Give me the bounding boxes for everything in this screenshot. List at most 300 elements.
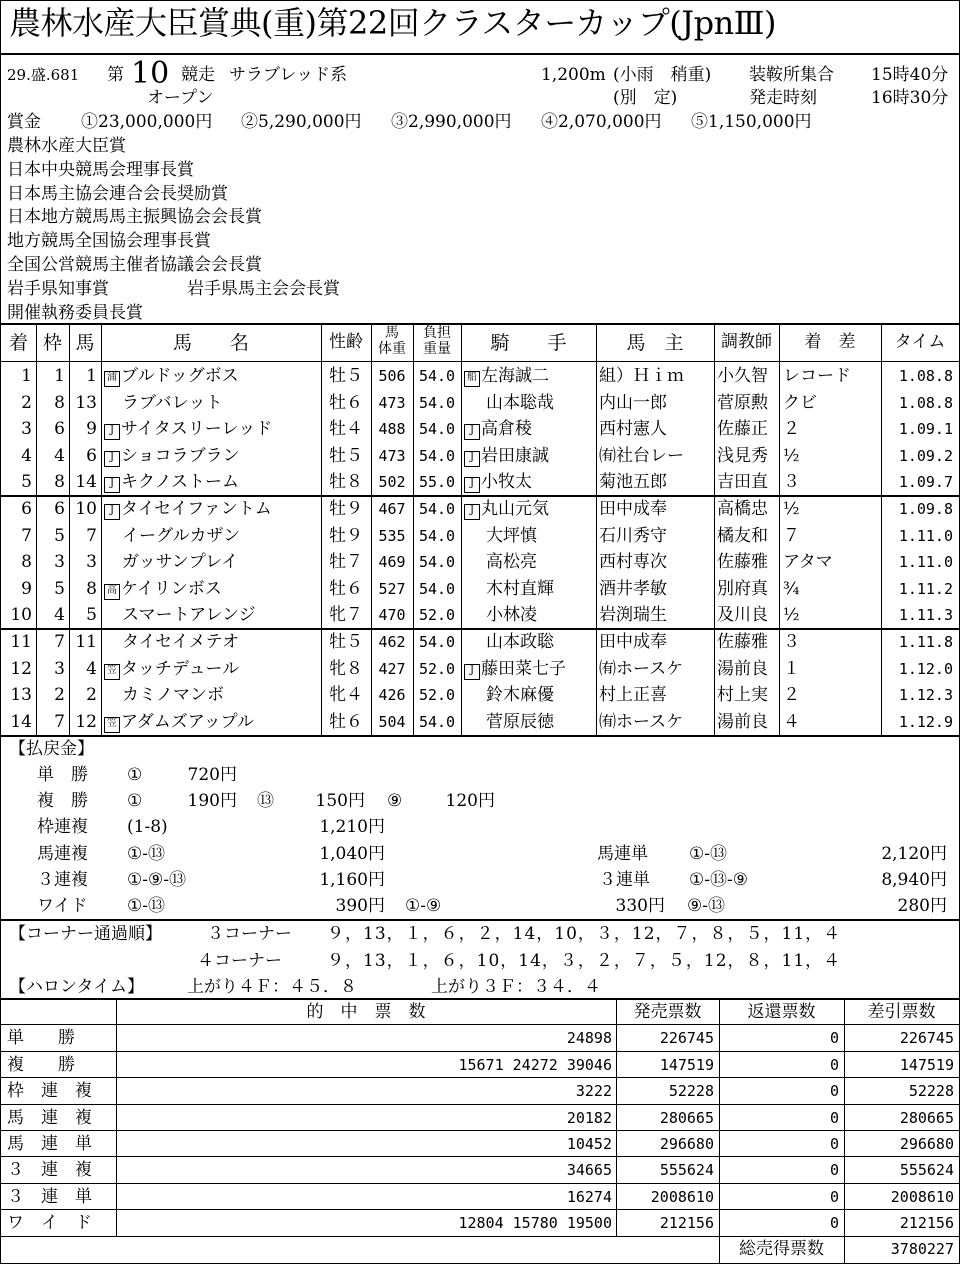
fukusho-payout-3: 120円 [445,791,495,811]
umatan-combo: ①-⑬ [689,844,727,864]
cell-margin: レコード [783,366,851,386]
votes-row-sales: 212156 [659,1214,714,1232]
cell-margin: ７ [783,526,800,546]
votes-row-net: 555624 [899,1161,954,1179]
cell-load: 54.0 [418,527,456,545]
jockey-mark-badge: J [464,504,480,520]
group-divider [1,628,959,630]
cell-waku: 8 [54,393,65,413]
divider [1,998,959,1000]
votes-row-refund: 0 [829,1082,839,1100]
cell-weight: 426 [378,686,406,704]
votes-row-label: ３ 連 単 [7,1187,92,1207]
wide-label: ワイド [37,896,88,916]
cell-owner: 岩渕瑞生 [599,605,667,625]
award: 農林水産大臣賞 [7,136,126,156]
cell-margin: ½ [783,446,800,466]
gather-time: 15時40分 [871,65,949,85]
votes-row-sales: 226745 [659,1029,714,1047]
cell-sexage: 牡７ [329,552,363,572]
cell-jockey [464,448,549,467]
cell-horse-name [104,607,256,624]
page-title: 農林水産大臣賞典(重)第22回クラスターカップ(JpnⅢ) [9,4,777,42]
fukusho-combo-3: ⑨ [387,791,403,811]
row-divider [1,1183,959,1184]
cell-owner: 西村専次 [599,552,667,572]
corner-header: 【コーナー通過順】 [9,924,162,944]
cell-uma: 4 [86,659,97,679]
cell-jockey [464,581,554,598]
cell-load: 54.0 [418,420,456,438]
jockey-name: 木村直輝 [486,579,554,599]
votes-row-label: ３ 連 複 [7,1160,92,1180]
votes-row-sales: 555624 [659,1161,714,1179]
cell-margin: ２ [783,419,800,439]
header-jockey: 騎 手 [490,332,567,354]
cell-jockey [464,474,532,493]
horse-name: スマートアレンジ [122,605,256,625]
votes-row-refund: 0 [829,1188,839,1206]
cell-weight: 470 [378,606,406,624]
row-divider [1,1077,959,1078]
wide-combo-2: ①-⑨ [405,896,442,916]
cell-load: 52.0 [418,606,456,624]
race-weather: (小雨 稍重) [613,65,712,85]
cell-horse-name [104,714,254,733]
cell-margin: アタマ [783,552,833,572]
cell-jockey [464,501,549,520]
jockey-mark-badge: J [464,424,480,440]
votes-row-refund: 0 [829,1029,839,1047]
votes-total-label: 総売得票数 [739,1239,824,1259]
fukusho-combo-1: ① [127,791,143,811]
cell-jockey [464,368,549,387]
votes-row-net: 147519 [899,1056,954,1074]
cell-weight: 504 [378,713,406,731]
cell-uma: 10 [75,499,97,519]
cell-time: 1.12.3 [898,686,953,704]
header-name: 馬 名 [172,332,249,354]
votes-row-sales: 280665 [659,1109,714,1127]
votes-row-label: 馬 連 単 [7,1134,92,1154]
start-time: 16時30分 [871,88,949,108]
horse-mark-badge: J [104,451,120,467]
votes-row-label: 単 勝 [7,1028,75,1048]
race-class: オープン [147,88,214,108]
cell-waku: 4 [54,605,65,625]
cell-owner: 村上正喜 [599,685,667,705]
horse-mark-badge: 笠 [104,664,120,680]
header-owner: 馬 主 [626,332,684,354]
cell-waku: 4 [54,446,65,466]
fukusho-payout-2: 150円 [315,791,365,811]
horse-name: タッチデュール [121,659,240,679]
cell-time: 1.08.8 [898,394,953,412]
header-waku: 枠 [42,332,62,354]
cell-horse-name [104,661,239,680]
award: 日本中央競馬会理事長賞 [7,160,194,180]
cell-waku: 8 [54,472,65,492]
votes-row-label: 枠 連 複 [7,1081,92,1101]
cell-waku: 6 [54,419,65,439]
votes-row-label: 複 勝 [7,1055,75,1075]
votes-row-refund: 0 [829,1161,839,1179]
cell-sexage: 牡９ [329,526,363,546]
cell-uma: 14 [75,472,97,492]
cell-load: 54.0 [418,580,456,598]
header-divider [1,361,959,362]
payout-header: 【払戻金】 [9,739,94,759]
cell-load: 52.0 [418,660,456,678]
cell-jockey [464,634,554,651]
jockey-mark-badge: J [464,664,480,680]
wakuren-payout: 1,210円 [319,817,385,837]
cell-horse-name [104,368,239,387]
cell-weight: 535 [378,527,406,545]
cell-owner: 菊池五郎 [599,472,667,492]
jockey-mark-badge: 船 [464,371,480,387]
cell-waku: 6 [54,499,65,519]
sanrenpuku-payout: 1,160円 [319,870,385,890]
cell-load: 54.0 [418,447,456,465]
fukusho-combo-2: ⑬ [257,791,274,811]
cell-owner: 田中成奉 [599,632,667,652]
cell-time: 1.11.0 [898,527,953,545]
cell-load: 52.0 [418,686,456,704]
header-trainer: 調教師 [721,332,772,352]
cell-rank: 10 [10,605,32,625]
jockey-name: 山本政聡 [486,632,554,652]
corner3-label: ３コーナー [207,924,292,944]
prize-label: 賞金 [7,112,41,132]
cell-jockey [464,687,554,704]
cell-owner: 石川秀守 [599,526,667,546]
cell-time: 1.12.0 [898,660,953,678]
cell-uma: 12 [75,712,97,732]
header-rank: 着 [8,332,28,354]
umatan-label: 馬連単 [597,844,648,864]
cell-trainer: 吉田直 [717,472,768,492]
cell-horse-name [104,554,238,571]
votes-header-refund: 返還票数 [747,1002,816,1022]
cell-load: 54.0 [418,367,456,385]
cell-rank: 12 [10,659,32,679]
horse-mark-badge: 浦 [104,371,120,387]
cell-owner: 西村憲人 [599,419,667,439]
cell-uma: 3 [86,552,97,572]
votes-row-label: 馬 連 複 [7,1108,92,1128]
cell-weight: 462 [378,633,406,651]
header-load: 負担 [423,325,451,341]
umaren-payout: 1,040円 [319,844,385,864]
header-weight: 馬 [385,325,399,341]
header-uma: 馬 [75,332,95,354]
award: 日本地方競馬馬主振興協会会長賞 [7,207,262,227]
cell-jockey [464,714,554,731]
votes-row-hits: 3222 [575,1082,612,1100]
votes-row-hits: 10452 [566,1135,612,1153]
umatan-payout: 2,120円 [881,844,947,864]
cell-weight: 506 [378,367,406,385]
cell-trainer: 橘友和 [717,526,768,546]
cell-sexage: 牡５ [329,446,363,466]
votes-row-net: 226745 [899,1029,954,1047]
cell-trainer: 菅原勲 [717,393,768,413]
horse-name: タイセイメテオ [122,632,240,652]
halon-agari3: 上がり３Ｆ：３４．４ [431,977,601,997]
wide-payout-1: 390円 [335,896,385,916]
cell-uma: 5 [86,605,97,625]
header-sexage: 性齢 [329,332,363,352]
prize-5: ⑤1,150,000円 [691,112,812,132]
cell-load: 54.0 [418,633,456,651]
header-weight: 体重 [378,341,406,357]
horse-mark-badge: 高 [104,584,120,600]
column-divider [101,323,102,735]
cell-horse-name [104,501,272,520]
horse-name: ショコラブラン [121,446,240,466]
votes-row-net: 2008610 [890,1188,954,1206]
votes-row-net: 212156 [899,1214,954,1232]
group-divider [1,495,959,497]
cell-rank: 8 [21,552,32,572]
votes-row-hits: 20182 [566,1109,612,1127]
votes-total: 3780227 [890,1240,954,1258]
horse-name: ケイリンボス [121,579,222,599]
jockey-name: 小牧太 [481,472,532,492]
jockey-name: 大坪慎 [486,526,537,546]
cell-weight: 502 [378,473,406,491]
jockey-name: 小林凌 [486,605,537,625]
horse-name: キクノストーム [121,472,239,492]
cell-owner: 田中成奉 [599,499,667,519]
horse-mark-badge: J [104,504,120,520]
cell-rank: 13 [10,685,32,705]
jockey-mark-badge: J [464,477,480,493]
cell-horse-name [104,474,239,493]
cell-trainer: 佐藤雅 [717,552,768,572]
corner4-order: ９，13，１，６，10，14，３，２，７，５，12，８，11，４ [327,951,842,971]
cell-uma: 1 [86,366,97,386]
wakuren-label: 枠連複 [37,817,88,837]
horse-name: ブルドッグボス [121,366,239,386]
prize-2: ②5,290,000円 [241,112,362,132]
cell-owner: ㈲ホースケ [599,659,684,679]
award: 全国公営競馬主催者協議会会長賞 [7,255,262,275]
divider [1,919,959,921]
cell-jockey [464,607,537,624]
cell-sexage: 牡４ [329,419,363,439]
cell-time: 1.09.2 [898,447,953,465]
cell-horse-name [104,395,222,412]
halon-agari4: 上がり４Ｆ：４５．８ [187,977,357,997]
votes-row-refund: 0 [829,1056,839,1074]
votes-header-hits: 的 中 票 数 [306,1002,426,1022]
cell-load: 54.0 [418,500,456,518]
race-number: 10 [131,56,170,91]
cell-uma: 8 [86,579,97,599]
halon-header: 【ハロンタイム】 [9,977,144,997]
divider [1,735,959,737]
award: 日本馬主協会連合会長奨励賞 [7,184,228,204]
gather-label: 装鞍所集合 [749,65,834,85]
cell-owner: 酒井孝敏 [599,579,667,599]
votes-row-hits: 12804 15780 19500 [458,1214,612,1232]
cell-margin: ３ [783,632,800,652]
cell-trainer: 村上実 [717,685,768,705]
divider [1,53,959,55]
cell-uma: 13 [75,393,97,413]
row-divider [1,1051,959,1052]
cell-rank: 14 [10,712,32,732]
cell-sexage: 牡９ [329,499,363,519]
sanrentan-label: ３連単 [599,870,650,890]
cell-time: 1.08.8 [898,367,953,385]
votes-row-hits: 24898 [566,1029,612,1047]
prize-3: ③2,990,000円 [391,112,512,132]
cell-horse-name [104,448,240,467]
votes-row-hits: 15671 24272 39046 [458,1056,612,1074]
row-divider [1,1104,959,1105]
cell-time: 1.11.8 [898,633,953,651]
cell-sexage: 牝７ [329,605,363,625]
award: 地方競馬全国協会理事長賞 [7,231,211,251]
umaren-combo: ①-⑬ [127,844,165,864]
sanrenpuku-combo: ①-⑨-⑬ [127,870,186,890]
votes-row-sales: 147519 [659,1056,714,1074]
award: 岩手県知事賞 [7,279,109,299]
cell-trainer: 湯前良 [717,659,768,679]
votes-row-refund: 0 [829,1214,839,1232]
votes-row-sales: 2008610 [650,1188,714,1206]
horse-name: アダムズアップル [121,712,254,732]
cell-trainer: 佐藤雅 [717,632,768,652]
corner3-order: ９，13，１，６，２，14，10，３，12，７，８，５，11，４ [327,924,842,944]
cell-rank: 5 [21,472,32,492]
jockey-name: 岩田康誠 [481,446,549,466]
cell-time: 1.12.9 [898,713,953,731]
votes-row-refund: 0 [829,1135,839,1153]
umaren-label: 馬連複 [37,844,88,864]
corner4-label: ４コーナー [197,951,282,971]
jockey-name: 藤田菜七子 [481,659,566,679]
cell-weight: 488 [378,420,406,438]
jockey-name: 山本聡哉 [486,393,554,413]
column-divider [714,323,715,735]
cell-owner: ㈲社台レー [599,446,684,466]
sanrenpuku-label: ３連複 [37,870,88,890]
cell-margin: ３ [783,472,800,492]
cell-waku: 1 [54,366,65,386]
cell-sexage: 牡５ [329,632,363,652]
cell-uma: 11 [75,632,97,652]
cell-trainer: 及川良 [717,605,768,625]
cell-waku: 3 [54,659,65,679]
votes-row-hits: 34665 [566,1161,612,1179]
votes-row-net: 280665 [899,1109,954,1127]
jockey-mark-badge: J [464,451,480,467]
cell-trainer: 小久智 [717,366,768,386]
header-time: タイム [894,332,946,352]
horse-name: ガッサンプレイ [122,552,239,572]
cell-waku: 3 [54,552,65,572]
cell-uma: 7 [86,526,97,546]
horse-mark-badge: J [104,477,120,493]
horse-name: イーグルカザン [122,526,241,546]
header-load: 重量 [423,341,451,357]
cell-horse-name [104,528,240,545]
cell-horse-name [104,421,272,440]
cell-rank: 1 [21,366,32,386]
wide-payout-2: 330円 [615,896,665,916]
cell-sexage: 牝４ [329,685,363,705]
cell-margin: １ [783,659,800,679]
cell-sexage: 牡６ [329,712,363,732]
divider [1,323,959,325]
wide-payout-3: 280円 [897,896,947,916]
cell-trainer: 佐藤正 [717,419,768,439]
cell-jockey [464,421,532,440]
cell-rank: 9 [21,579,32,599]
cell-rank: 6 [21,499,32,519]
cell-time: 1.09.7 [898,473,953,491]
cell-horse-name [104,634,239,651]
cell-sexage: 牡６ [329,579,363,599]
tansho-payout: 720円 [187,765,237,785]
cell-time: 1.11.0 [898,553,953,571]
award: 開催執務委員長賞 [7,303,143,323]
horse-name: タイセイファントム [121,499,272,519]
wide-combo-1: ①-⑬ [127,896,165,916]
cell-sexage: 牡６ [329,393,363,413]
row-divider [1,1236,959,1237]
jockey-name: 高松亮 [486,552,537,572]
cell-sexage: 牡５ [329,366,363,386]
cell-uma: 9 [86,419,97,439]
cell-trainer: 浅見秀 [717,446,768,466]
column-divider [779,323,780,735]
cell-horse-name [104,687,224,704]
cell-margin: ２ [783,685,800,705]
jockey-name: 左海誠二 [481,366,549,386]
cell-weight: 473 [378,394,406,412]
cell-trainer: 高橋忠 [717,499,768,519]
cell-owner: 組）Ｈｉｍ [599,366,684,386]
race-code: 29.盛.681 [7,66,80,84]
wakuren-combo: (1-8) [127,817,168,837]
votes-row-net: 52228 [908,1082,954,1100]
award: 岩手県馬主会会長賞 [187,279,340,299]
cell-margin: クビ [783,393,817,413]
cell-waku: 5 [54,579,65,599]
jockey-name: 丸山元気 [481,499,549,519]
fukusho-payout-1: 190円 [187,791,237,811]
column-divider [461,323,462,735]
start-label: 発走時刻 [749,88,817,108]
cell-time: 1.11.3 [898,606,953,624]
cell-margin: ½ [783,499,800,519]
cell-margin: ４ [783,712,800,732]
cell-uma: 2 [86,685,97,705]
cell-load: 54.0 [418,553,456,571]
votes-row-sales: 52228 [668,1082,714,1100]
votes-header-sales: 発売票数 [633,1002,702,1022]
cell-weight: 527 [378,580,406,598]
cell-time: 1.09.1 [898,420,953,438]
votes-row-net: 296680 [899,1135,954,1153]
race-kyoso: 競走 [181,65,215,85]
cell-margin: ¾ [783,579,800,599]
